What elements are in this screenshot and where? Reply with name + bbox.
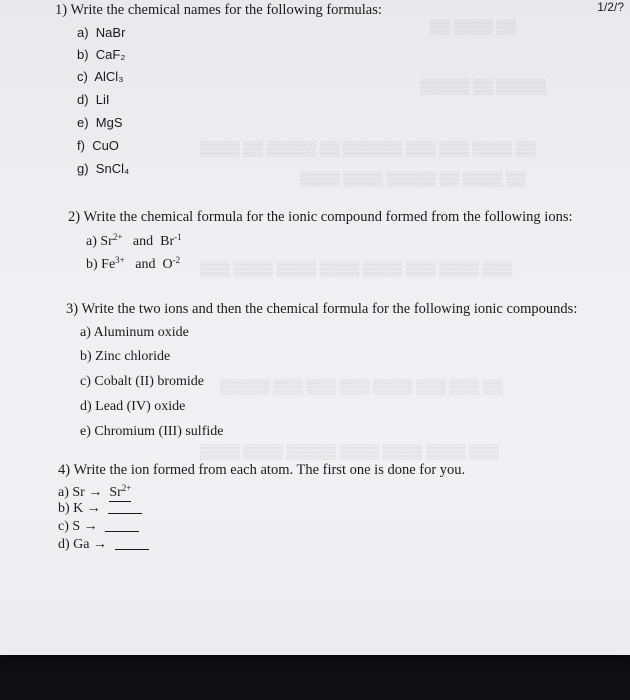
bleed-through: ▒▒▒ ▒▒▒▒ ▒▒▒▒ ▒▒▒▒ ▒▒▒▒ ▒▒▒ ▒▒▒▒ ▒▒▒ xyxy=(200,262,513,277)
item-label: e) xyxy=(77,115,89,130)
q1-item-d xyxy=(77,93,110,106)
atom-label: d) Ga xyxy=(58,537,90,552)
q1-item-a xyxy=(77,26,125,39)
ion-label: a) Sr xyxy=(86,234,113,249)
answer-blank[interactable] xyxy=(115,549,149,550)
item-formula: SnCl₄ xyxy=(95,161,130,176)
answer-blank[interactable] xyxy=(108,513,142,514)
bleed-through: ▒▒▒▒▒ ▒▒▒ ▒▒▒ ▒▒▒ ▒▒▒▒ ▒▒▒ ▒▒▒ ▒▒ xyxy=(220,380,503,395)
q4-item-d xyxy=(58,538,149,552)
ion-charge: 2+ xyxy=(112,232,123,242)
question-1-title: 1) Write the chemical names for the following formulas: xyxy=(55,2,382,18)
q2-item-a xyxy=(86,233,182,249)
atom-label: b) K xyxy=(58,501,84,516)
atom-label: a) Sr xyxy=(58,485,85,500)
item-formula: NaBr xyxy=(95,25,126,40)
q4-item-b xyxy=(58,502,142,516)
question-4-title: 4) Write the ion formed from each atom. The first one is done for you. xyxy=(58,462,466,478)
q4-item-a xyxy=(58,484,131,500)
arrow-icon: → xyxy=(88,485,103,500)
item-label: c) xyxy=(77,69,88,84)
q3-item-d: d) Lead (IV) oxide xyxy=(80,399,186,414)
bleed-through: ▒▒▒▒ ▒▒▒▒ ▒▒▒▒▒ ▒▒▒▒ ▒▒▒▒ ▒▒▒▒ ▒▒▒ xyxy=(200,445,499,460)
item-formula: CaF₂ xyxy=(95,47,126,62)
answer-charge: 2+ xyxy=(121,483,132,493)
and-word: and xyxy=(135,257,156,272)
answer-symbol: Sr xyxy=(109,485,122,500)
arrow-icon: → xyxy=(86,501,101,516)
bleed-through: ▒▒▒▒ ▒▒ ▒▒▒▒▒ ▒▒ ▒▒▒▒▒▒ ▒▒▒ ▒▒▒ ▒▒▒▒ ▒▒ xyxy=(200,142,536,157)
answer-blank[interactable] xyxy=(105,531,139,532)
q1-item-c xyxy=(77,70,124,83)
q3-item-b: b) Zinc chloride xyxy=(80,349,171,364)
item-formula: LiI xyxy=(95,92,110,107)
corner-mark: 1/2/? xyxy=(597,0,624,14)
item-label: d) xyxy=(77,92,89,107)
ion-symbol: Br xyxy=(160,234,175,249)
ion-label: b) Fe xyxy=(86,257,116,272)
question-3-title: 3) Write the two ions and then the chemical formula for the following ionic compounds: xyxy=(66,301,578,317)
answer-ion xyxy=(109,485,131,502)
bleed-through: ▒▒ ▒▒▒▒ ▒▒ xyxy=(430,20,517,35)
item-label: b) xyxy=(77,47,89,62)
ion-symbol: O xyxy=(162,257,173,272)
arrow-icon: → xyxy=(83,519,98,534)
q4-item-c xyxy=(58,520,139,534)
q1-item-g xyxy=(77,162,129,175)
arrow-icon: → xyxy=(93,537,107,552)
ion-charge: 3+ xyxy=(115,255,125,265)
item-label: a) xyxy=(77,25,89,40)
atom-label: c) S xyxy=(58,519,81,534)
q3-item-c: c) Cobalt (II) bromide xyxy=(80,374,205,389)
item-label: f) xyxy=(77,138,85,153)
q3-item-a: a) Aluminum oxide xyxy=(80,325,189,340)
item-formula: CuO xyxy=(92,138,119,153)
q1-item-f xyxy=(77,139,119,152)
ion-charge: -1 xyxy=(174,232,182,242)
q1-item-b xyxy=(77,48,125,61)
and-word: and xyxy=(132,234,154,249)
bleed-through: ▒▒▒▒▒ ▒▒ ▒▒▒▒▒ xyxy=(420,80,547,95)
bleed-through: ▒▒▒▒ ▒▒▒▒ ▒▒▒▒▒ ▒▒ ▒▒▒▒ ▒▒ xyxy=(300,172,526,187)
q2-item-b xyxy=(86,256,180,272)
ion-charge: -2 xyxy=(172,255,181,265)
item-label: g) xyxy=(77,161,89,176)
question-2-title: 2) Write the chemical formula for the ionic compound formed from the following ions: xyxy=(68,209,573,225)
q1-item-e xyxy=(77,116,123,129)
item-formula: MgS xyxy=(95,115,123,130)
q3-item-e: e) Chromium (III) sulfide xyxy=(80,424,224,439)
item-formula: AlCl₃ xyxy=(94,69,124,84)
